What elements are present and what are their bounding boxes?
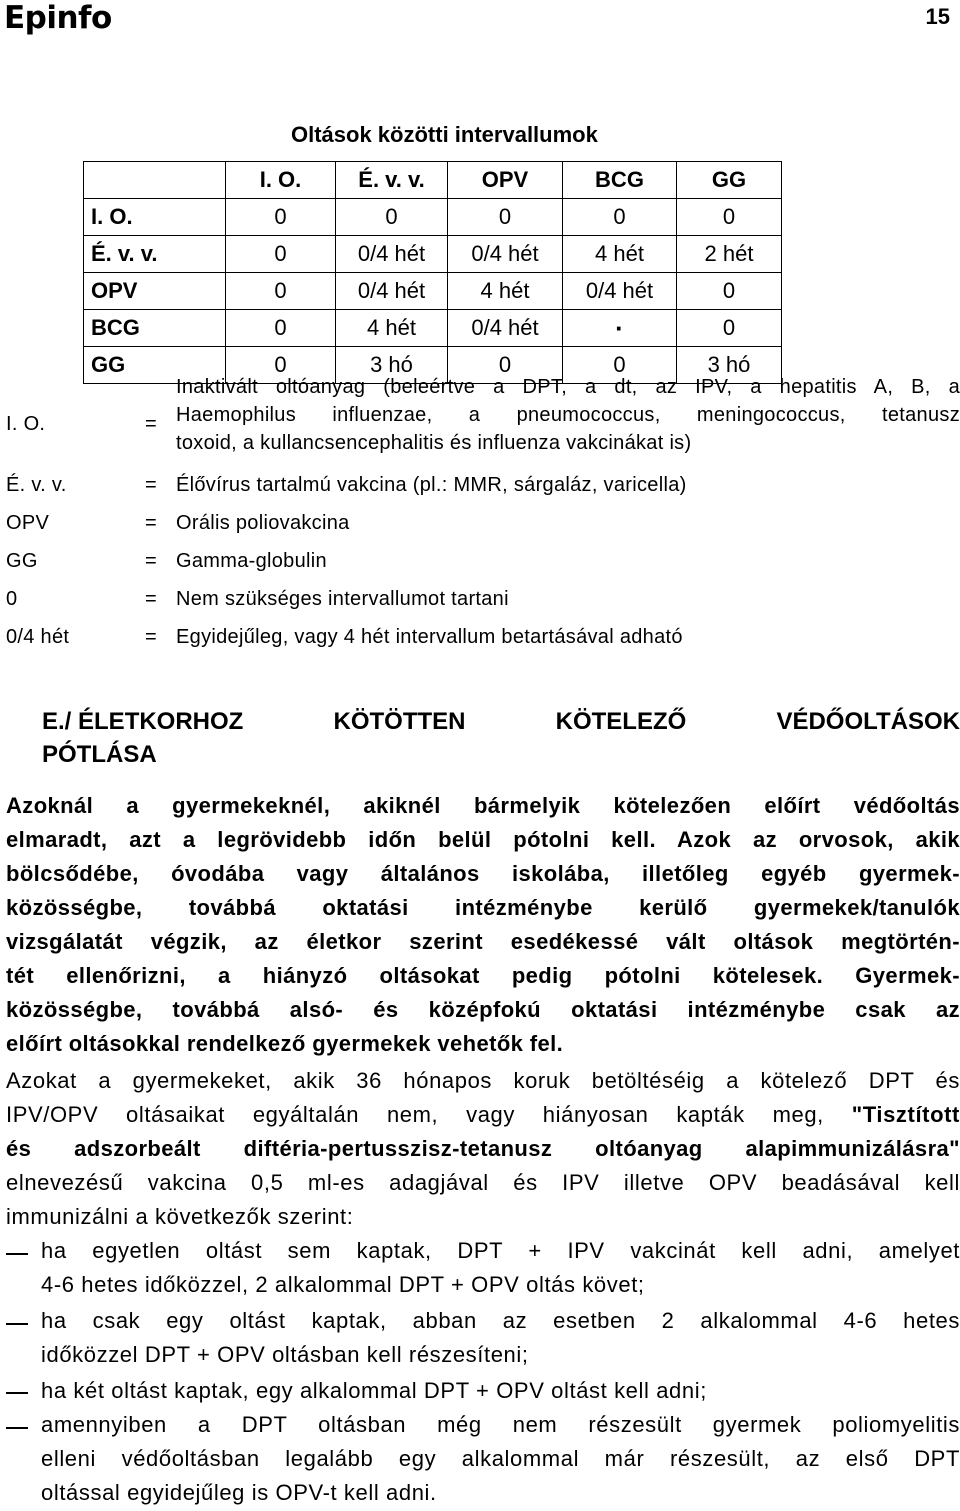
- dash-bullet-icon: [6, 1392, 28, 1394]
- table-row: [84, 310, 782, 347]
- paragraph-line: tét ellenőrizni, a hiányzó oltásokat pedig pótolni kötelesek. Gyermek-: [6, 963, 960, 988]
- heading-word: KÖTELEZŐ: [555, 708, 687, 735]
- table-cell: 0/4 hét: [336, 236, 448, 273]
- legend-equals: =: [145, 626, 157, 648]
- list-item-line: amennyiben a DPT oltásban még nem részesült gyermek poliomyelitis: [41, 1412, 960, 1437]
- legend-text: toxoid, a kullancsencephalitis és influenza vakcinákat is): [176, 432, 692, 454]
- paragraph-line: Azoknál a gyermekeknél, akiknél bármelyik kötelezően előírt védőoltás: [6, 793, 960, 818]
- paragraph-line: immunizálni a következők szerint:: [6, 1204, 354, 1229]
- legend-abbr: OPV: [6, 512, 50, 534]
- legend-text: Egyidejűleg, vagy 4 hét intervallum betartásával adható: [176, 626, 683, 648]
- legend-abbr: GG: [6, 550, 38, 572]
- table-cell: 4 hét: [336, 310, 448, 347]
- table-header-row: [84, 162, 782, 199]
- table-title: Oltások közötti intervallumok: [291, 122, 598, 147]
- paragraph-line: elmaradt, azt a legrövidebb időn belül pótolni kell. Azok az orvosok, akik: [6, 827, 960, 852]
- heading-word: PÓTLÁSA: [42, 741, 157, 768]
- interval-table: [83, 161, 782, 384]
- legend-abbr: I. O.: [6, 413, 46, 435]
- list-item-line: elleni védőoltásban legalább egy alkalommal már részesült, az első DPT: [41, 1446, 960, 1471]
- table-cell: 0: [563, 347, 677, 384]
- heading-word: E./ ÉLETKORHOZ: [42, 708, 244, 735]
- legend-abbr: 0/4 hét: [6, 626, 70, 648]
- table-cell: 0: [226, 236, 336, 273]
- paragraph-text: IPV/OPV oltásaikat egyáltalán nem, vagy hiányosan kapták meg,: [6, 1102, 824, 1127]
- heading-word: VÉDŐOLTÁSOK: [776, 708, 960, 735]
- legend-text: Haemophilus influenzae, a pneumococcus, meningococcus, tetanusz: [176, 404, 960, 426]
- paragraph-line: bölcsődébe, óvodába vagy általános iskolába, illetőleg egyéb gyermek-: [6, 861, 960, 886]
- table-cell: 0: [226, 199, 336, 236]
- table-cell: 0/4 hét: [448, 236, 563, 273]
- legend-text: Orális poliovakcina: [176, 512, 350, 534]
- row-header: OPV: [84, 273, 226, 310]
- list-item-line: 4-6 hetes időközzel, 2 alkalommal DPT + OPV oltás követ;: [41, 1272, 645, 1297]
- paragraph-line: [6, 1098, 960, 1132]
- table-row: [84, 236, 782, 273]
- legend-text: Gamma-globulin: [176, 550, 327, 572]
- table-cell: 3 hó: [336, 347, 448, 384]
- dash-bullet-icon: [6, 1427, 28, 1429]
- paragraph-line: közösségbe, továbbá alsó- és középfokú oktatási intézménybe csak az: [6, 997, 960, 1022]
- table-cell: 3 hó: [677, 347, 782, 384]
- table-cell: 0: [563, 199, 677, 236]
- table-header-cell: BCG: [563, 162, 677, 199]
- legend-text: Nem szükséges intervallumot tartani: [176, 588, 509, 610]
- table-cell: 0: [448, 347, 563, 384]
- table-header-cell: I. O.: [226, 162, 336, 199]
- section-heading: [42, 705, 960, 771]
- list-item-line: ha két oltást kaptak, egy alkalommal DPT + OPV oltást kell adni;: [41, 1378, 707, 1403]
- table-cell: 2 hét: [677, 236, 782, 273]
- paragraph-line: Azokat a gyermekeket, akik 36 hónapos koruk betöltéséig a kötelező DPT és: [6, 1068, 960, 1093]
- list-item: [41, 1374, 960, 1408]
- paragraph-line: közösségbe, továbbá oktatási intézménybe kerülő gyermekek/tanulók: [6, 895, 960, 920]
- table-row: [84, 199, 782, 236]
- table-header-cell: [84, 162, 226, 199]
- table-row: [84, 273, 782, 310]
- table-cell: 0: [226, 347, 336, 384]
- epinfo-logo: Epinfo: [4, 0, 112, 36]
- row-header: GG: [84, 347, 226, 384]
- list-item: [41, 1304, 960, 1372]
- table-cell: 0: [677, 199, 782, 236]
- table-cell: 0/4 hét: [336, 273, 448, 310]
- row-header: É. v. v.: [84, 236, 226, 273]
- table-cell: 0: [448, 199, 563, 236]
- dash-bullet-icon: [6, 1323, 28, 1325]
- table-header-cell: É. v. v.: [336, 162, 448, 199]
- list-item: [41, 1234, 960, 1302]
- quoted-vaccine-name: "Tisztított: [851, 1102, 960, 1127]
- table-cell: 0: [226, 273, 336, 310]
- legend-text: Inaktivált oltóanyag (beleértve a DPT, a dt, az IPV, a hepatitis A, B, a: [176, 376, 960, 398]
- legend-text: Élővírus tartalmú vakcina (pl.: MMR, sárgaláz, varicella): [176, 474, 687, 496]
- table-cell: 0: [336, 199, 448, 236]
- table-cell: ·: [563, 310, 677, 347]
- bold-paragraph: [6, 789, 960, 1061]
- table-cell: 4 hét: [563, 236, 677, 273]
- legend-equals: =: [145, 413, 157, 435]
- page-number: 15: [925, 4, 950, 29]
- table-cell: 0: [677, 273, 782, 310]
- table-cell: 0/4 hét: [563, 273, 677, 310]
- list-item-line: ha csak egy oltást kaptak, abban az esetben 2 alkalommal 4-6 hetes: [41, 1308, 960, 1333]
- table-cell: 0: [226, 310, 336, 347]
- dash-bullet-icon: [6, 1253, 28, 1255]
- table-cell: 0/4 hét: [448, 310, 563, 347]
- legend-equals: =: [145, 512, 157, 534]
- paragraph-line: elnevezésű vakcina 0,5 ml-es adagjával és IPV illetve OPV beadásával kell: [6, 1170, 960, 1195]
- table-header-cell: GG: [677, 162, 782, 199]
- table-cell: 4 hét: [448, 273, 563, 310]
- legend-abbr: 0: [6, 588, 18, 610]
- list-item-line: ha egyetlen oltást sem kaptak, DPT + IPV vakcinát kell adni, amelyet: [41, 1238, 960, 1263]
- legend-abbr: É. v. v.: [6, 474, 67, 496]
- row-header: I. O.: [84, 199, 226, 236]
- legend-equals: =: [145, 550, 157, 572]
- body-paragraph: [6, 1064, 960, 1234]
- list-item: [41, 1408, 960, 1510]
- legend-equals: =: [145, 588, 157, 610]
- table-cell: 0: [677, 310, 782, 347]
- table-header-cell: OPV: [448, 162, 563, 199]
- paragraph-line: vizsgálatát végzik, az életkor szerint esedékessé vált oltások megtörtén-: [6, 929, 960, 954]
- legend-equals: =: [145, 474, 157, 496]
- heading-word: KÖTÖTTEN: [333, 708, 466, 735]
- paragraph-line: előírt oltásokkal rendelkező gyermekek vehetők fel.: [6, 1031, 564, 1056]
- list-item-line: időközzel DPT + OPV oltásban kell részesíteni;: [41, 1342, 529, 1367]
- paragraph-line: és adszorbeált diftéria-pertusszisz-tetanusz oltóanyag alapimmunizálásra": [6, 1136, 960, 1161]
- row-header: BCG: [84, 310, 226, 347]
- list-item-line: oltással egyidejűleg is OPV-t kell adni.: [41, 1480, 437, 1505]
